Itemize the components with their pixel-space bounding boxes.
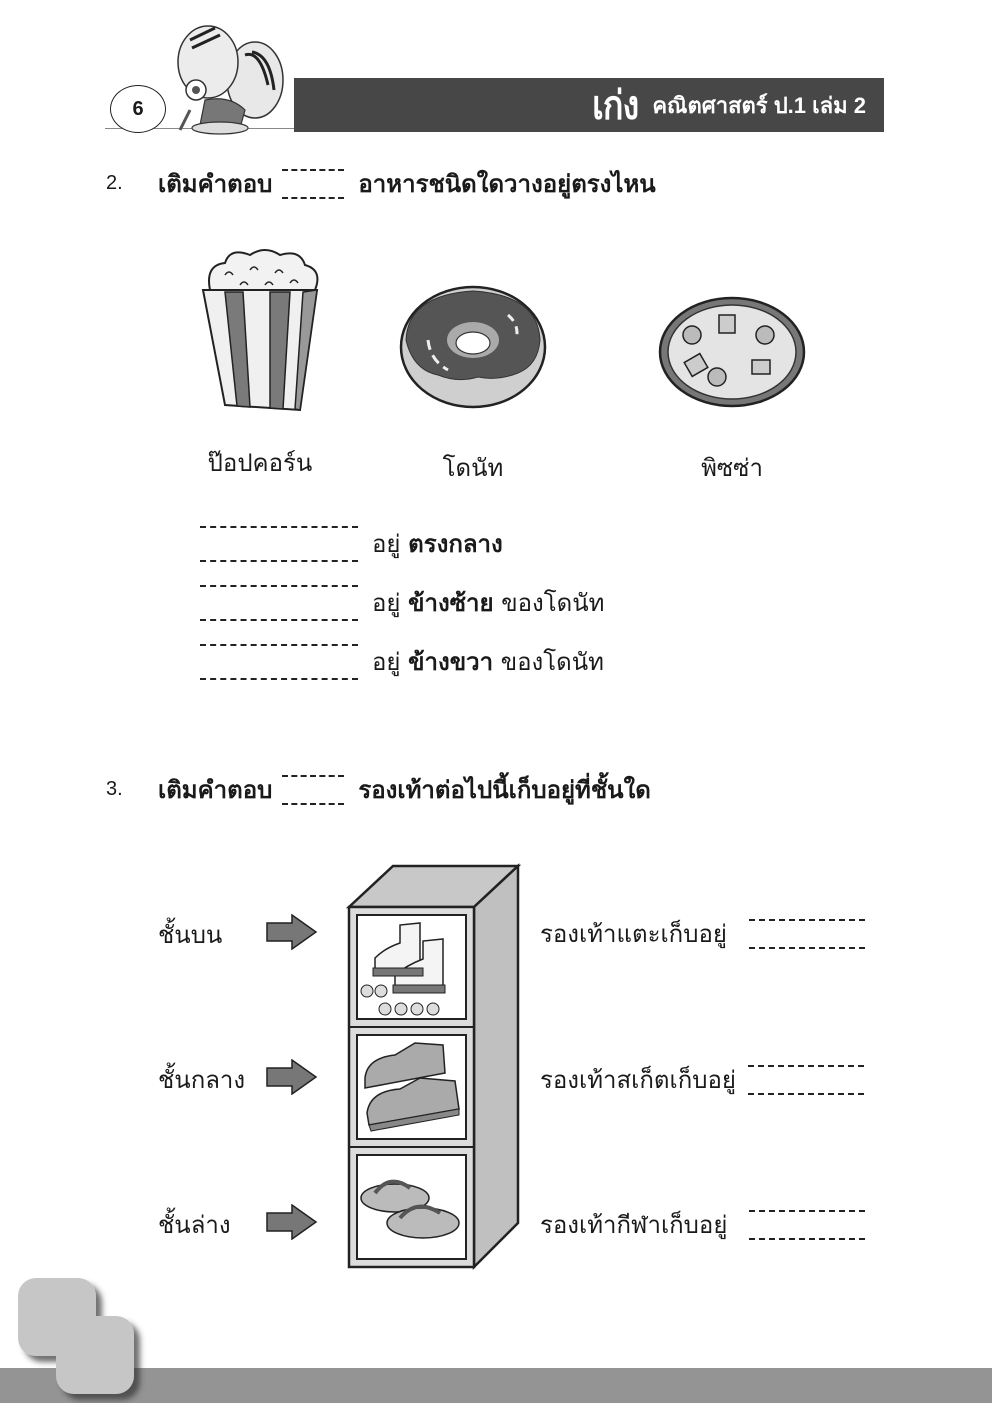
question-prompt: รองเท้าต่อไปนี้เก็บอยู่ที่ชั้นใด [358, 777, 651, 804]
food-item-donut [396, 285, 550, 487]
food-label: พิซซ่า [701, 454, 763, 482]
statement-position: ข้างขวา [408, 648, 494, 676]
shoe-cabinet [345, 863, 525, 1273]
question-instruction: เติมคำตอบ [158, 171, 273, 198]
pizza-icon [657, 295, 807, 410]
answer-blank[interactable] [200, 526, 358, 562]
answer-prompt: รองเท้าสเก็ตเก็บอยู่ [540, 1066, 736, 1094]
answer-blank[interactable] [749, 1210, 865, 1240]
statement-suffix: ของโดนัท [501, 589, 605, 617]
statement-row [200, 583, 604, 622]
food-item-popcorn [180, 245, 340, 482]
example-blank [282, 169, 344, 199]
statement-position: ข้างซ้าย [408, 589, 494, 617]
statement-row [200, 524, 604, 563]
statement-suffix: ของโดนัท [500, 648, 604, 676]
answer-prompt: รองเท้าแตะเก็บอยู่ [540, 920, 727, 948]
shelf-label-top: ชั้นบน [158, 921, 223, 949]
food-label: โดนัท [442, 454, 504, 482]
statement-row [200, 642, 604, 681]
answer-row-sport [540, 1205, 865, 1244]
food-label: ป๊อปคอร์น [207, 449, 313, 477]
statement-prefix: อยู่ [372, 530, 401, 558]
answer-blank[interactable] [200, 585, 358, 621]
answer-blank[interactable] [200, 644, 358, 680]
header-banner [294, 78, 884, 132]
question-3-heading [106, 770, 651, 809]
question-2-heading [106, 164, 656, 203]
question-prompt: อาหารชนิดใดวางอยู่ตรงไหน [358, 171, 656, 198]
example-blank [282, 775, 344, 805]
answer-row-sandal [540, 914, 865, 953]
statement-position: ตรงกลาง [408, 530, 503, 558]
statement-prefix: อยู่ [372, 589, 401, 617]
book-subtitle: คณิตศาสตร์ ป.1 เล่ม 2 [652, 92, 866, 118]
statement-list [200, 524, 604, 681]
footer-decoration-icon [10, 1270, 150, 1403]
answer-blank[interactable] [749, 919, 865, 949]
shelf-label-middle: ชั้นกลาง [158, 1066, 246, 1094]
brand-title: เก่ง [592, 84, 639, 128]
chipmunk-mascot-icon [160, 10, 300, 135]
answer-row-skate [540, 1060, 864, 1099]
question-number: 2. [106, 172, 123, 194]
food-item-pizza [650, 295, 814, 487]
popcorn-icon [195, 245, 325, 415]
shelf-label-bottom: ชั้นล่าง [158, 1211, 231, 1239]
answer-blank[interactable] [748, 1065, 864, 1095]
answer-prompt: รองเท้ากีฬาเก็บอยู่ [540, 1211, 728, 1239]
donut-icon [398, 285, 548, 410]
question-number: 3. [106, 778, 123, 800]
arrow-right-icon [266, 1059, 318, 1095]
statement-prefix: อยู่ [372, 648, 401, 676]
arrow-right-icon [266, 914, 318, 950]
page-number: 6 [110, 85, 166, 133]
question-instruction: เติมคำตอบ [158, 777, 273, 804]
arrow-right-icon [266, 1204, 318, 1240]
